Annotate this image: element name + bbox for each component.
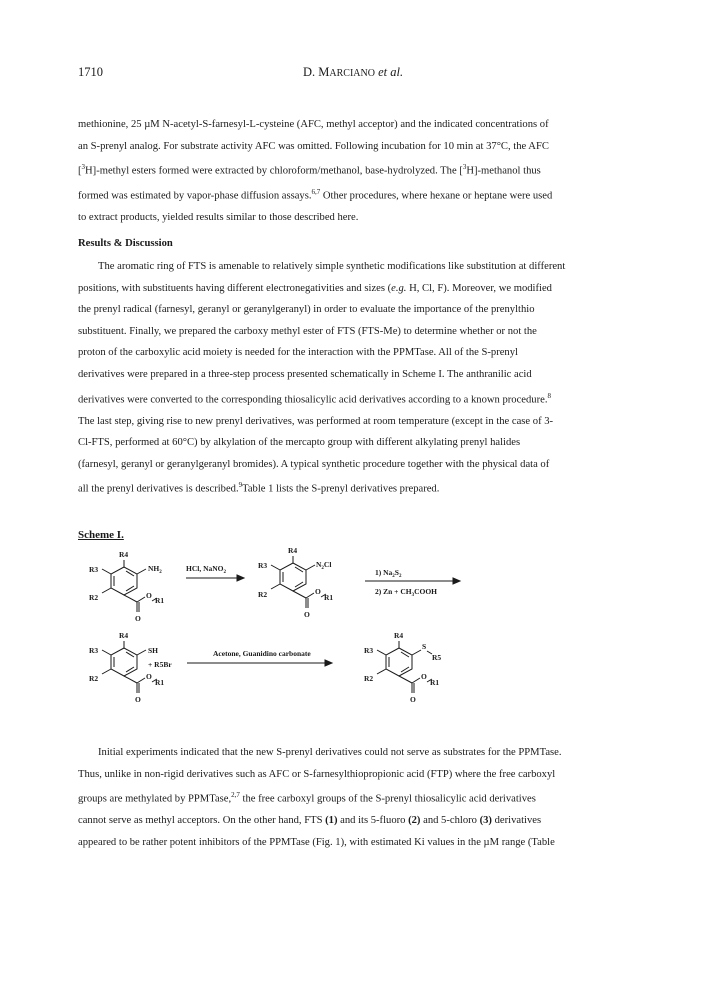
svg-text:R2: R2	[89, 593, 99, 602]
text-line: groups are methylated by PPMTase,$^{2,7}$ the free carboxyl groups of the S-prenyl thiosalicylic acid derivatives	[78, 791, 536, 805]
text-line: derivatives were prepared in a three-step process presented schematically in Scheme I. The anthranilic acid	[78, 368, 532, 380]
svg-text:R1: R1	[155, 678, 165, 687]
findings-paragraph	[78, 742, 646, 854]
s-prenyl-product-structure	[364, 631, 441, 704]
scheme-title: Scheme I.	[78, 529, 124, 541]
svg-text:O: O	[135, 614, 141, 623]
text-line: all the prenyl derivatives is described.$^9$Table 1 lists the S-prenyl derivatives prepared.	[78, 481, 440, 495]
svg-text:R3: R3	[89, 646, 99, 655]
step2-reagent-b: 2) $Zn + CH_3COOH$	[375, 587, 437, 598]
svg-text:R2: R2	[364, 674, 374, 683]
svg-text:R2: R2	[258, 590, 268, 599]
svg-text:NH2: $NH_2$	[148, 564, 162, 575]
text-line: Cl-FTS, performed at 60°C) by alkylation of the mercapto group with different alkylating prenyl halides	[78, 437, 521, 449]
text-line: [$^3$H]-methyl esters formed were extracted by chloroform/methanol, base-hydrolyzed. The [$^3$H]-methanol thus	[78, 163, 541, 177]
text-line: Thus, unlike in non-rigid derivatives such as AFC or S-farnesylthiopropionic acid (FTP) where the free carboxyl	[78, 768, 556, 780]
svg-text:S: S	[422, 642, 427, 651]
prenyl-bromide-reagent: + R5Br	[148, 660, 172, 669]
text-line: an S-prenyl analog. For substrate activity AFC was omitted. Following incubation for 10 min at 37°C, the AFC	[78, 140, 549, 152]
anthranilic-acid-structure	[89, 550, 164, 623]
text-line: positions, with substituents having different electronegativities and sizes (e.g. H, Cl, F). Moreover, we modified	[78, 282, 552, 294]
svg-text:R1: R1	[430, 678, 440, 687]
author-initial: D. M	[303, 65, 330, 79]
diazonium-salt-structure	[258, 546, 333, 619]
step1-reagent: HCl, NaNO$_2$	[186, 564, 226, 575]
section-title: Results & Discussion	[78, 238, 173, 249]
text-line: to extract products, yielded results similar to those described here.	[78, 212, 359, 224]
svg-text:R3: R3	[89, 565, 99, 574]
text-line: The aromatic ring of FTS is amenable to relatively simple synthetic modifications like substitution at different	[98, 261, 566, 272]
svg-text:R4: R4	[119, 550, 129, 559]
svg-text:R1: R1	[324, 593, 334, 602]
svg-text:R5: R5	[432, 653, 442, 662]
text-line: derivatives were converted to the corresponding thiosalicylic acid derivatives according to a known procedure.$^8$	[78, 391, 551, 406]
svg-text:R1: R1	[155, 596, 165, 605]
author-smallcaps: ARCIANO	[329, 68, 375, 79]
text-line: proton of the carboxylic acid moiety is needed for the interaction with the PPMTase. All of the S-prenyl	[78, 347, 518, 359]
svg-text:R3: R3	[364, 646, 374, 655]
text-line: The last step, giving rise to new prenyl derivatives, was performed at room temperature (except in the case of 3-	[78, 415, 554, 427]
svg-text:O: O	[421, 672, 427, 681]
page-number: 1710	[78, 65, 103, 79]
author-etal: et al.	[378, 65, 404, 79]
svg-text:R4: R4	[288, 546, 298, 555]
svg-text:O: O	[135, 695, 141, 704]
text-line: methionine, 25 µM N-acetyl-S-farnesyl-L-cysteine (AFC, methyl acceptor) and the indicated concentrations of	[78, 119, 549, 130]
text-line: Initial experiments indicated that the new S-prenyl derivatives could not serve as substrates for the PPMTase.	[98, 747, 562, 758]
svg-text:R4: R4	[394, 631, 404, 640]
text-line: formed was estimated by vapor-phase diffusion assays.$^{6,7}$ Other procedures, where hexane or heptane were used	[78, 188, 553, 202]
svg-text:O: O	[146, 591, 152, 600]
text-line: cannot serve as methyl acceptors. On the other hand, FTS (1) and its 5-fluoro (2) and 5-chloro (3) derivatives	[78, 815, 542, 827]
svg-text:R4: R4	[119, 631, 129, 640]
svg-text:O: O	[315, 587, 321, 596]
step2-reagent-a: 1) $Na_2S_2$	[375, 568, 402, 579]
step3-reagent: Acetone, Guanidino carbonate	[213, 649, 311, 658]
svg-text:R3: R3	[258, 561, 268, 570]
svg-text:O: O	[146, 672, 152, 681]
svg-text:R2: R2	[89, 674, 99, 683]
svg-text:O: O	[410, 695, 416, 704]
text-line: the prenyl radical (farnesyl, geranyl or geranylgeranyl) in order to evaluate the importance of the prenylthio	[78, 304, 535, 316]
svg-text:N2Cl: $N_2Cl$	[316, 560, 332, 571]
svg-text:O: O	[304, 610, 310, 619]
text-line: substituent. Finally, we prepared the carboxy methyl ester of FTS (FTS-Me) to determine whether or not the	[78, 325, 537, 337]
svg-text:SH: SH	[148, 646, 159, 655]
text-line: (farnesyl, geranyl or geranylgeranyl bromides). A typical synthetic procedure together with the physical data of	[78, 458, 550, 470]
text-line: appeared to be rather potent inhibitors of the PPMTase (Fig. 1), with estimated Ki values in the µM range (Table	[78, 836, 555, 848]
